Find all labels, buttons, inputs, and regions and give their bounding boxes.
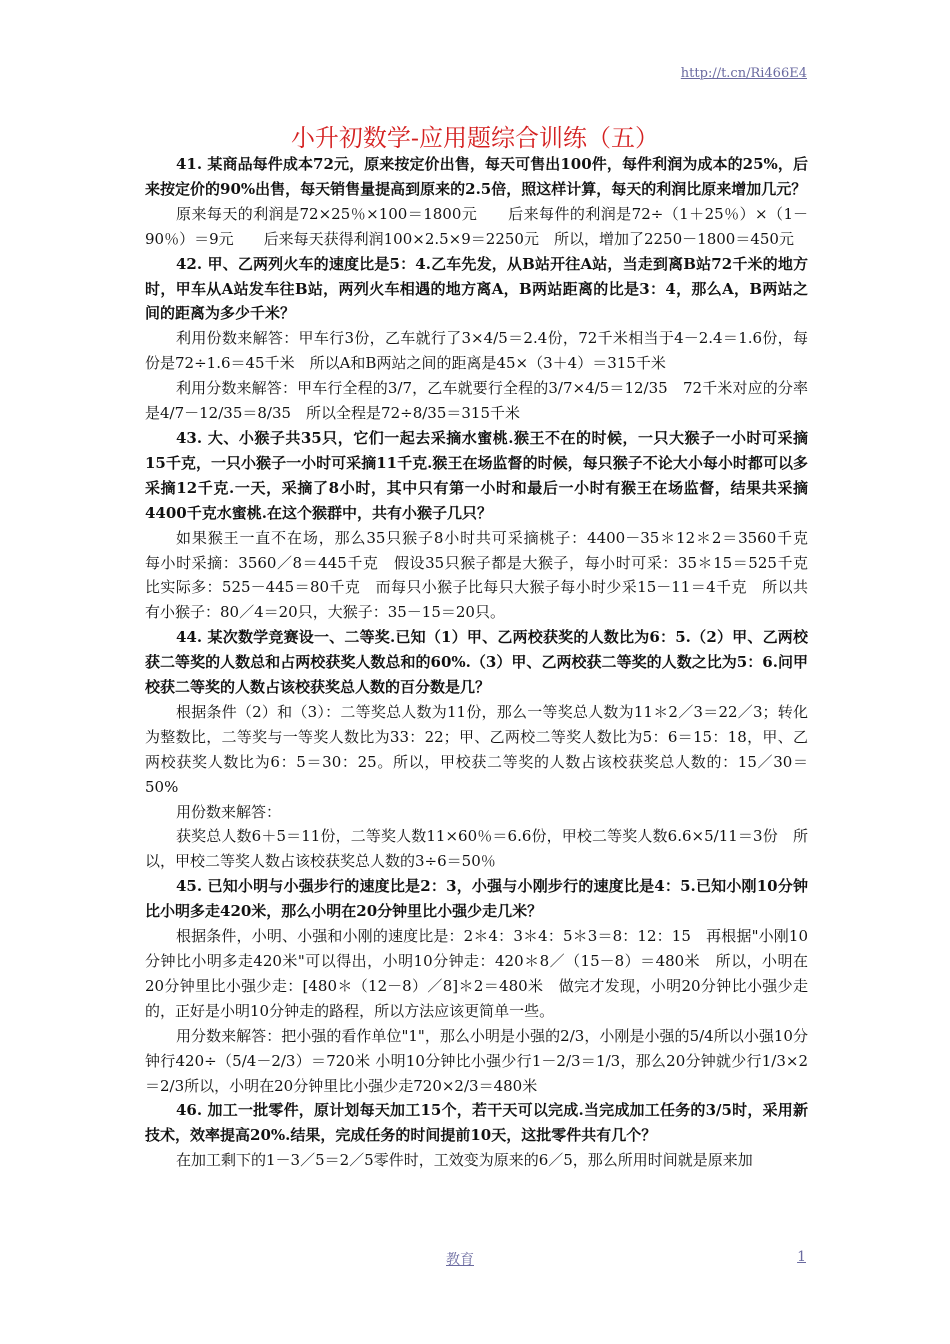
question-43: 43. 大、小猴子共35只，它们一起去采摘水蜜桃.猴王不在的时候，一只大猴子一小时可采摘15千克，一只小猴子一小时可采摘11千克.猴王在场监督的时候，每只猴子不论大小每小时都可以多采摘12千克.一天，采摘了8小时，其中只有第一小时和最后一小时有猴王在场监督，结果共采摘4400千克水蜜桃.在这个猴群中，共有小猴子几只？ <box>145 428 808 522</box>
question-45: 45. 已知小明与小强步行的速度比是2：3，小强与小刚步行的速度比是4：5.已知小刚10分钟比小明多走420米，那么小明在20分钟里比小强少走几米？ <box>145 877 808 921</box>
answer-44-alt-heading: 用份数来解答： <box>176 802 282 821</box>
footer-label-link[interactable]: 教育 <box>446 1252 474 1268</box>
answer-46: 在加工剩下的1－3／5＝2／5零件时，工效变为原来的6／5，那么所用时间就是原来加 <box>176 1151 753 1170</box>
answer-44-alt: 获奖总人数6＋5＝11份，二等奖人数11×60％＝6.6份，甲校二等奖人数6.6×5/11＝3份 所以，甲校二等奖人数占该校获奖总人数的3÷6＝50％ <box>145 827 808 871</box>
answer-44: 根据条件（2）和（3）：二等奖总人数为11份，那么一等奖总人数为11＊2／3＝22／3；转化为整数比，二等奖与一等奖人数比为33：22；甲、乙两校二等奖人数比为5：6＝15：18，甲、乙两校获奖人数比为6：5＝30：25。所以，甲校获二等奖的人数占该校获奖总人数的：15／30＝50% <box>145 702 808 796</box>
answer-42-method-2: 利用分数来解答：甲车行全程的3/7，乙车就要行全程的3/7×4/5＝12/35 72千米对应的分率是4/7－12/35＝8/35 所以全程是72÷8/35＝315千米 <box>145 379 808 423</box>
question-41: 41. 某商品每件成本72元，原来按定价出售，每天可售出100件，每件利润为成本的25%，后来按定价的90%出售，每天销售量提高到原来的2.5倍，照这样计算，每天的利润比原来增加几元？ <box>145 155 808 198</box>
answer-41: 原来每天的利润是72×25％×100＝1800元 后来每件的利润是72÷（1＋25％）×（1－90％）＝9元 后来每天获得利润100×2.5×9＝2250元 所以，增加了2250－1800＝450元 <box>145 204 808 248</box>
answer-42-method-1: 利用份数来解答：甲车行3份，乙车就行了3×4/5＝2.4份，72千米相当于4－2.4＝1.6份，每份是72÷1.6＝45千米 所以A和B两站之间的距离是45×（3＋4）＝315千米 <box>145 329 808 373</box>
document-title: 小升初数学-应用题综合训练（五） <box>290 124 660 152</box>
question-46: 46. 加工一批零件，原计划每天加工15个，若干天可以完成.当完成加工任务的3/5时，采用新技术，效率提高20%.结果，完成任务的时间提前10天，这批零件共有几个？ <box>145 1101 808 1145</box>
question-42: 42. 甲、乙两列火车的速度比是5：4.乙车先发，从B站开往A站，当走到离B站72千米的地方时，甲车从A站发车往B站，两列火车相遇的地方离A，B两站距离的比是3：4，那么A，B两站之间的距离为多少千米？ <box>145 254 808 323</box>
footer-page-number[interactable]: 1 <box>797 1249 806 1265</box>
header-url-link[interactable]: http://t.cn/Ri466E4 <box>680 66 807 81</box>
question-44: 44. 某次数学竞赛设一、二等奖.已知（1）甲、乙两校获奖的人数比为6：5.（2）甲、乙两校获二等奖的人数总和占两校获奖人数总和的60%.（3）甲、乙两校获二等奖的人数之比为5：6.问甲校获二等奖的人数占该校获奖总人数的百分数是几？ <box>145 628 808 697</box>
answer-43: 如果猴王一直不在场，那么35只猴子8小时共可采摘桃子：4400－35＊12＊2＝3560千克 每小时采摘：3560／8＝445千克 假设35只猴子都是大猴子，每小时可采：35＊15＝525千克 比实际多：525－445＝80千克 而每只小猴子比每只大猴子每小时少采15－11＝4千克 所以共有小猴子：80／4＝20只，大猴子：35－15＝20只。 <box>145 528 824 622</box>
answer-45: 根据条件，小明、小强和小刚的速度比是：2＊4：3＊4：5＊3＝8：12：15 再根据"小刚10分钟比小明多走420米"可以得出，小明10分钟走：420＊8／（15－8）＝480米 所以，小明在20分钟里比小强少走：[480＊（12－8）／8]＊2＝480米 做完才发现，小明20分钟比小强少走的，正好是小明10分钟走的路程，所以方法应该更简单一些。 <box>145 927 808 1020</box>
answer-45-alt: 用分数来解答：把小强的看作单位"1"，那么小明是小强的2/3，小刚是小强的5/4所以小强10分钟行420÷（5/4－2/3）＝720米 小明10分钟比小强少行1－2/3＝1/3，那么20分钟就少行1/3×2＝2/3所以，小明在20分钟里比小强少走720×2/3＝480米 <box>145 1026 808 1095</box>
document-body <box>145 152 824 1173</box>
